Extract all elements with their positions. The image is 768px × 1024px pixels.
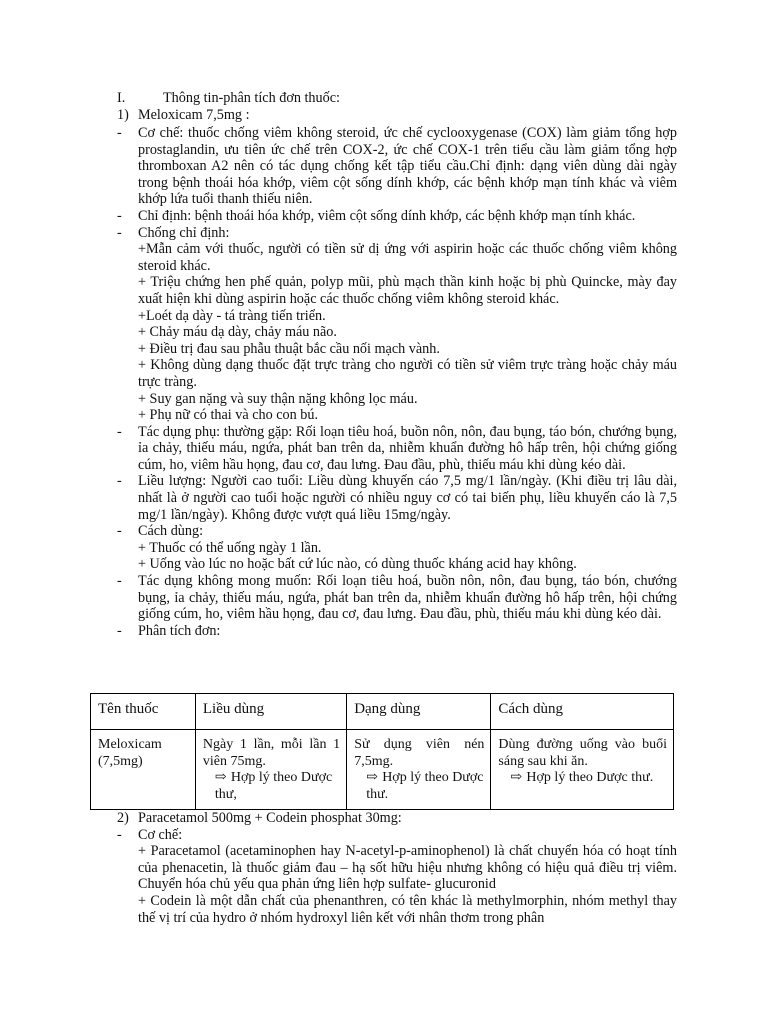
- contraindication-item: + Không dùng dạng thuốc đặt trực tràng cho người có tiền sử viêm trực tràng hoặc chảy máu trực tràng.: [138, 357, 677, 390]
- usage-title: Cách dùng:: [138, 523, 204, 540]
- usage-text: Dùng đường uống vào buổi sáng sau khi ăn.: [498, 737, 667, 769]
- section-title: Thông tin-phân tích đơn thuốc:: [163, 90, 340, 106]
- column-header: Tên thuốc: [91, 694, 196, 730]
- arrow-right-icon: ⇨: [510, 770, 523, 786]
- drug1-number: 1): [117, 107, 129, 123]
- arrow-right-icon: ⇨: [214, 770, 227, 786]
- adverse-effects-bullet: - Tác dụng không mong muốn: Rối loạn tiêu hoá, buồn nôn, nôn, đau bụng, táo bón, chướng bụng, ỉa chảy, thiếu máu, ngứa, phát ban trên da, nhiễm khuẩn đường hô hấp trên, hội chứng giống cúm, ho, viêm hầu họng, đau cơ, đau lưng. Đau đầu, phù, thiếu máu khi dùng kéo dài.: [117, 573, 677, 623]
- usage-item: + Uống vào lúc no hoặc bất cứ lúc nào, có dùng thuốc kháng acid hay không.: [138, 556, 577, 573]
- contraindication-item: + Phụ nữ có thai và cho con bú.: [138, 407, 318, 424]
- paracetamol-paragraph: + Paracetamol (acetaminophen hay N-acetyl-p-aminophenol) là chất chuyển hóa có hoạt tính của phenacetin, là thuốc giảm đau – hạ sốt hữu hiệu nhưng không có hiệu quả điều trị viêm. Chuyển hóa chủ yếu qua phản ứng liên hợp sulfate- glucuronid: [138, 843, 677, 893]
- codein-paragraph: + Codein là một dẫn chất của phenanthren, có tên khác là methylmorphin, nhóm methyl thay thế vị trí của hydro ở nhóm hydroxyl liên kết với nhân thơm trong phân: [138, 892, 677, 926]
- dosage-text: Liều lượng: Người cao tuổi: Liều dùng khuyến cáo 7,5 mg/1 lần/ngày. (Khi điều trị lâu dài, nhất là ở người cao tuổi hoặc người có nhiều nguy cơ có tai biến phụ, liều khuyến cáo là 7,5 mg/1 lần/ngày). Không được vượt quá liều 15mg/ngày.: [138, 473, 677, 523]
- adverse-effects-text: Tác dụng không mong muốn: Rối loạn tiêu hoá, buồn nôn, nôn, đau bụng, táo bón, chướng bụng, ỉa chảy, thiếu máu, ngứa, phát ban trên da, nhiễm khuẩn đường hô hấp trên, hội chứng giống cúm, ho, viêm hầu họng, đau cơ, đau lưng. Đau đầu, phù, thiếu máu khi dùng kéo dài.: [138, 573, 677, 623]
- dose-text: Ngày 1 lần, mỗi lần 1 viên 75mg.: [202, 737, 341, 769]
- dosage-bullet: - Liều lượng: Người cao tuổi: Liều dùng khuyến cáo 7,5 mg/1 lần/ngày. (Khi điều trị lâu dài, nhất là ở người cao tuổi hoặc người có nhiều nguy cơ có tai biến phụ, liều khuyến cáo là 7,5 mg/1 lần/ngày). Không được vượt quá liều 15mg/ngày.: [117, 473, 677, 523]
- contraindication-item: + Triệu chứng hen phế quản, polyp mũi, phù mạch thần kinh hoặc bị phù Quincke, mày đay xuất hiện khi dùng aspirin hoặc các thuốc chống viêm không steroid khác.: [138, 274, 677, 307]
- column-header: Cách dùng: [491, 694, 674, 730]
- section-number: I.: [117, 90, 126, 106]
- contraindication-title: Chống chỉ định:: [138, 224, 230, 241]
- usage-bullet: - Cách dùng: + Thuốc có thể uống ngày 1 lần. + Uống vào lúc no hoặc bất cứ lúc nào, có dùng thuốc kháng acid hay không.: [117, 523, 677, 573]
- mechanism-bullet: - Cơ chế: thuốc chống viêm không steroid, ức chế cyclooxygenase (COX) làm giảm tổng hợp prostaglandin, ưu tiên ức chế trên COX-2, ức chế COX-1 trên tiểu cầu làm giảm tổng hợp thromboxan A2 nên có tác dụng chống kết tập tiểu cầu.Chỉ định: dạng viên dùng dài ngày trong bệnh thoái hóa khớp, viêm cột sống dính khớp, các bệnh khớp mạn tính khác và viêm khớp lứa tuổi thanh thiếu niên.: [117, 125, 677, 208]
- drug1-details: [117, 125, 677, 639]
- side-effects-text: Tác dụng phụ: thường gặp: Rối loạn tiêu hoá, buồn nôn, nôn, đau bụng, táo bón, chướng bụng, ỉa chảy, thiếu máu, ngứa, phát ban trên da, nhiễm khuẩn đường hô hấp trên, hội chứng giống cúm, ho, viêm hầu họng, đau cơ, đau lưng. Đau đầu, phù, thiếu máu khi dùng kéo dài.: [138, 423, 677, 473]
- form-cell: [347, 730, 491, 810]
- drug1-heading: [117, 107, 250, 124]
- form-evaluation: ⇨ Hợp lý theo Dược thư.: [366, 770, 484, 802]
- analysis-title: Phân tích đơn:: [138, 622, 221, 639]
- drug1-title: Meloxicam 7,5mg :: [138, 107, 250, 123]
- contraindication-item: +Mẫn cảm với thuốc, người có tiền sử dị ứng với aspirin hoặc các thuốc chống viêm không steroid khác.: [138, 241, 677, 274]
- usage-evaluation: ⇨ Hợp lý theo Dược thư.: [510, 770, 654, 786]
- usage-cell: [491, 730, 674, 810]
- contraindication-item: + Điều trị đau sau phẫu thuật bắc cầu nối mạch vành.: [138, 340, 440, 357]
- mechanism-text: Cơ chế: thuốc chống viêm không steroid, ức chế cyclooxygenase (COX) làm giảm tổng hợp prostaglandin, ưu tiên ức chế trên COX-2, ức chế COX-1 trên tiểu cầu làm giảm tổng hợp thromboxan A2 nên có tác dụng chống kết tập tiểu cầu.Chỉ định: dạng viên dùng dài ngày trong bệnh thoái hóa khớp, viêm cột sống dính khớp, các bệnh khớp mạn tính khác và viêm khớp lứa tuổi thanh thiếu niên.: [138, 125, 677, 208]
- side-effects-bullet: - Tác dụng phụ: thường gặp: Rối loạn tiêu hoá, buồn nôn, nôn, đau bụng, táo bón, chướng bụng, ỉa chảy, thiếu máu, ngứa, phát ban trên da, nhiễm khuẩn đường hô hấp trên, hội chứng giống cúm, ho, viêm hầu họng, đau cơ, đau lưng. Đau đầu, phù, thiếu máu khi dùng kéo dài.: [117, 423, 677, 473]
- arrow-right-icon: ⇨: [366, 770, 378, 786]
- usage-item: + Thuốc có thể uống ngày 1 lần.: [138, 539, 322, 556]
- drug-name-cell: Meloxicam (7,5mg): [91, 730, 196, 810]
- contraindication-item: + Suy gan nặng và suy thận nặng không lọc máu.: [138, 390, 418, 407]
- drug2-title: Paracetamol 500mg + Codein phosphat 30mg:: [138, 810, 402, 826]
- column-header: Liều dùng: [195, 694, 346, 730]
- column-header: Dạng dùng: [347, 694, 491, 730]
- table-header-row: [91, 694, 674, 730]
- contraindication-item: +Loét dạ dày - tá tràng tiến triển.: [138, 307, 326, 324]
- contraindication-bullet: - Chống chỉ định: +Mẫn cảm với thuốc, người có tiền sử dị ứng với aspirin hoặc các thuốc chống viêm không steroid khác. + Triệu chứng hen phế quản, polyp mũi, phù mạch thần kinh hoặc bị phù Quincke, mày đay xuất hiện khi dùng aspirin hoặc các thuốc chống viêm không steroid khác. +Loét dạ dày - tá tràng tiến triển. + Chảy máu dạ dày, chảy máu não. + Điều trị đau sau phẫu thuật bắc cầu nối mạch vành. + Không dùng dạng thuốc đặt trực tràng cho người có tiền sử viêm trực tràng hoặc chảy máu trực tràng. + Suy gan nặng và suy thận nặng không lọc máu. + Phụ nữ có thai và cho con bú.: [117, 224, 677, 424]
- indication-text: Chỉ định: bệnh thoái hóa khớp, viêm cột sống dính khớp, các bệnh khớp mạn tính khác.: [138, 207, 636, 224]
- drug2-section: [117, 810, 677, 926]
- indication-bullet: - Chỉ định: bệnh thoái hóa khớp, viêm cột sống dính khớp, các bệnh khớp mạn tính khác.: [117, 207, 636, 224]
- dose-evaluation: ⇨ Hợp lý theo Dược thư,: [214, 770, 333, 802]
- drug2-number: 2): [117, 810, 129, 826]
- prescription-analysis-table: [90, 693, 674, 810]
- section-heading: [117, 90, 340, 107]
- contraindication-item: + Chảy máu dạ dày, chảy máu não.: [138, 324, 337, 341]
- drug2-mechanism-bullet: - Cơ chế: + Paracetamol (acetaminophen hay N-acetyl-p-aminophenol) là chất chuyển hóa có hoạt tính của phenacetin, là thuốc giảm đau – hạ sốt hữu hiệu nhưng không có hiệu quả điều trị viêm. Chuyển hóa chủ yếu qua phản ứng liên hợp sulfate- glucuronid + Codein là một dẫn chất của phenanthren, có tên khác là methylmorphin, nhóm methyl thay thế vị trí của hydro ở nhóm hydroxyl liên kết với nhân thơm trong phân: [117, 826, 677, 926]
- form-text: Sử dụng viên nén 7,5mg.: [354, 737, 485, 769]
- drug2-mechanism-title: Cơ chế:: [138, 826, 183, 843]
- dose-cell: [195, 730, 346, 810]
- analysis-bullet: - Phân tích đơn:: [117, 622, 221, 639]
- table-row: [91, 730, 674, 810]
- drug2-heading: [117, 810, 677, 827]
